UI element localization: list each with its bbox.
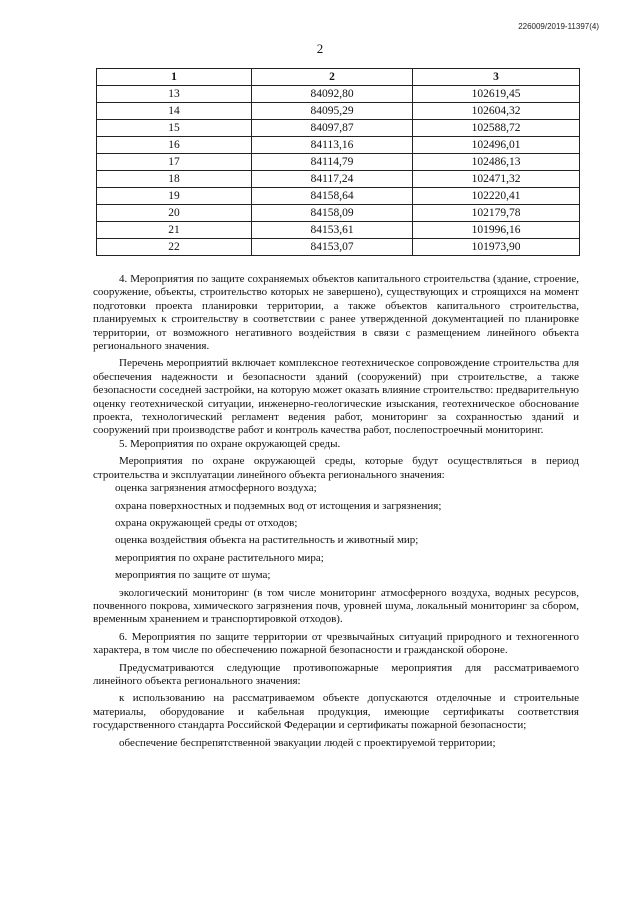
section-4-detail: Перечень мероприятий включает комплексное геотехническое сопровождение строительства для обеспечения надежности и безопасности зданий (сооружений) при строительстве, а также безопасности соседней застройки, на которую может оказать влияние строительство: предварительную оценку геотехнической ситуации, инженерно-геологические изыскания, геотехническое обоснование проекта, технологический регламент ведения работ, мониторинг за сохранностью зданий и сооружений при производстве работ и контроль качества работ, послепостроечный мониторинг. <box>93 357 579 437</box>
section-6-heading: 6. Мероприятия по защите территории от чрезвычайных ситуаций природного и техногенного характера, в том числе по обеспечению пожарной безопасности и гражданской обороне. <box>93 630 579 657</box>
table-row <box>97 205 580 222</box>
column-header: 2 <box>252 69 413 86</box>
list-item: мероприятия по защите от шума; <box>115 569 271 582</box>
table-row <box>97 188 580 205</box>
page-number: 2 <box>316 41 324 56</box>
table-header-row <box>97 69 580 86</box>
column-header: 1 <box>97 69 252 86</box>
coord-x: 84092,80 <box>252 86 413 103</box>
coord-y: 102220,41 <box>413 188 580 205</box>
section-5-intro: Мероприятия по охране окружающей среды, которые будут осуществляться в период строительства и эксплуатации линейного объекта регионального значения: <box>93 455 579 481</box>
coord-x: 84158,09 <box>252 205 413 222</box>
list-item: оценка воздействия объекта на растительность и животный мир; <box>115 534 419 547</box>
list-item: охрана поверхностных и подземных вод от истощения и загрязнения; <box>115 499 442 512</box>
coord-x: 84097,87 <box>252 120 413 137</box>
table-row <box>97 222 580 239</box>
point-number: 16 <box>97 137 252 154</box>
coord-x: 84114,79 <box>252 154 413 171</box>
coord-x: 84153,07 <box>252 239 413 256</box>
point-number: 15 <box>97 120 252 137</box>
coord-x: 84095,29 <box>252 103 413 120</box>
coord-y: 102486,13 <box>413 154 580 171</box>
list-item: оценка загрязнения атмосферного воздуха; <box>115 482 317 495</box>
table-row <box>97 154 580 171</box>
point-number: 21 <box>97 222 252 239</box>
list-item: мероприятия по охране растительного мира; <box>115 551 324 564</box>
list-item: охрана окружающей среды от отходов; <box>115 516 298 529</box>
section-6-intro: Предусматриваются следующие противопожарные мероприятия для рассматриваемого линейного объекта регионального значения: <box>93 661 579 687</box>
coord-x: 84153,61 <box>252 222 413 239</box>
coord-y: 102496,01 <box>413 137 580 154</box>
coord-y: 102588,72 <box>413 120 580 137</box>
section-5-heading: 5. Мероприятия по охране окружающей среды. <box>119 437 341 450</box>
table-row <box>97 171 580 188</box>
point-number: 13 <box>97 86 252 103</box>
coord-y: 102179,78 <box>413 205 580 222</box>
coord-x: 84158,64 <box>252 188 413 205</box>
point-number: 14 <box>97 103 252 120</box>
table-row <box>97 103 580 120</box>
coord-y: 101973,90 <box>413 239 580 256</box>
point-number: 19 <box>97 188 252 205</box>
coord-y: 102604,32 <box>413 103 580 120</box>
table-row <box>97 239 580 256</box>
table-row <box>97 137 580 154</box>
coordinates-table <box>96 68 580 256</box>
point-number: 22 <box>97 239 252 256</box>
point-number: 18 <box>97 171 252 188</box>
table-row <box>97 120 580 137</box>
point-number: 17 <box>97 154 252 171</box>
coord-x: 84113,16 <box>252 137 413 154</box>
section-6-item: обеспечение беспрепятственной эвакуации людей с проектируемой территории; <box>119 736 496 749</box>
coord-x: 84117,24 <box>252 171 413 188</box>
table-row <box>97 86 580 103</box>
section-5-monitoring: экологический мониторинг (в том числе мониторинг атмосферного воздуха, водных ресурсов, почвенного покрова, химического загрязнения почв, уровней шума, локальный мониторинг за сбором, временным хранением и транспортировкой отходов). <box>93 586 579 626</box>
coord-y: 101996,16 <box>413 222 580 239</box>
section-6-item: к использованию на рассматриваемом объекте допускаются отделочные и строительные материалы, оборудование и кабельная продукция, имеющие сертификаты соответствия государственного стандарта Российской Федерации и сертификаты пожарной безопасности; <box>93 692 579 732</box>
coord-y: 102471,32 <box>413 171 580 188</box>
point-number: 20 <box>97 205 252 222</box>
section-4-heading: 4. Мероприятия по защите сохраняемых объектов капитального строительства (здание, строение, сооружение, объекты, строительство которых не завершено), существующих и строящихся на момент подготовки проекта планировки территории, а также объектов капитального строительства, планируемых к строительству в соответствии с ранее утвержденной документацией по планировке территории, от возможного негативного воздействия в связи с размещением линейного объекта регионального значения. <box>93 273 579 353</box>
coord-y: 102619,45 <box>413 86 580 103</box>
document-body <box>93 273 579 750</box>
document-number: 226009/2019-11397(4) <box>518 22 599 31</box>
column-header: 3 <box>413 69 580 86</box>
